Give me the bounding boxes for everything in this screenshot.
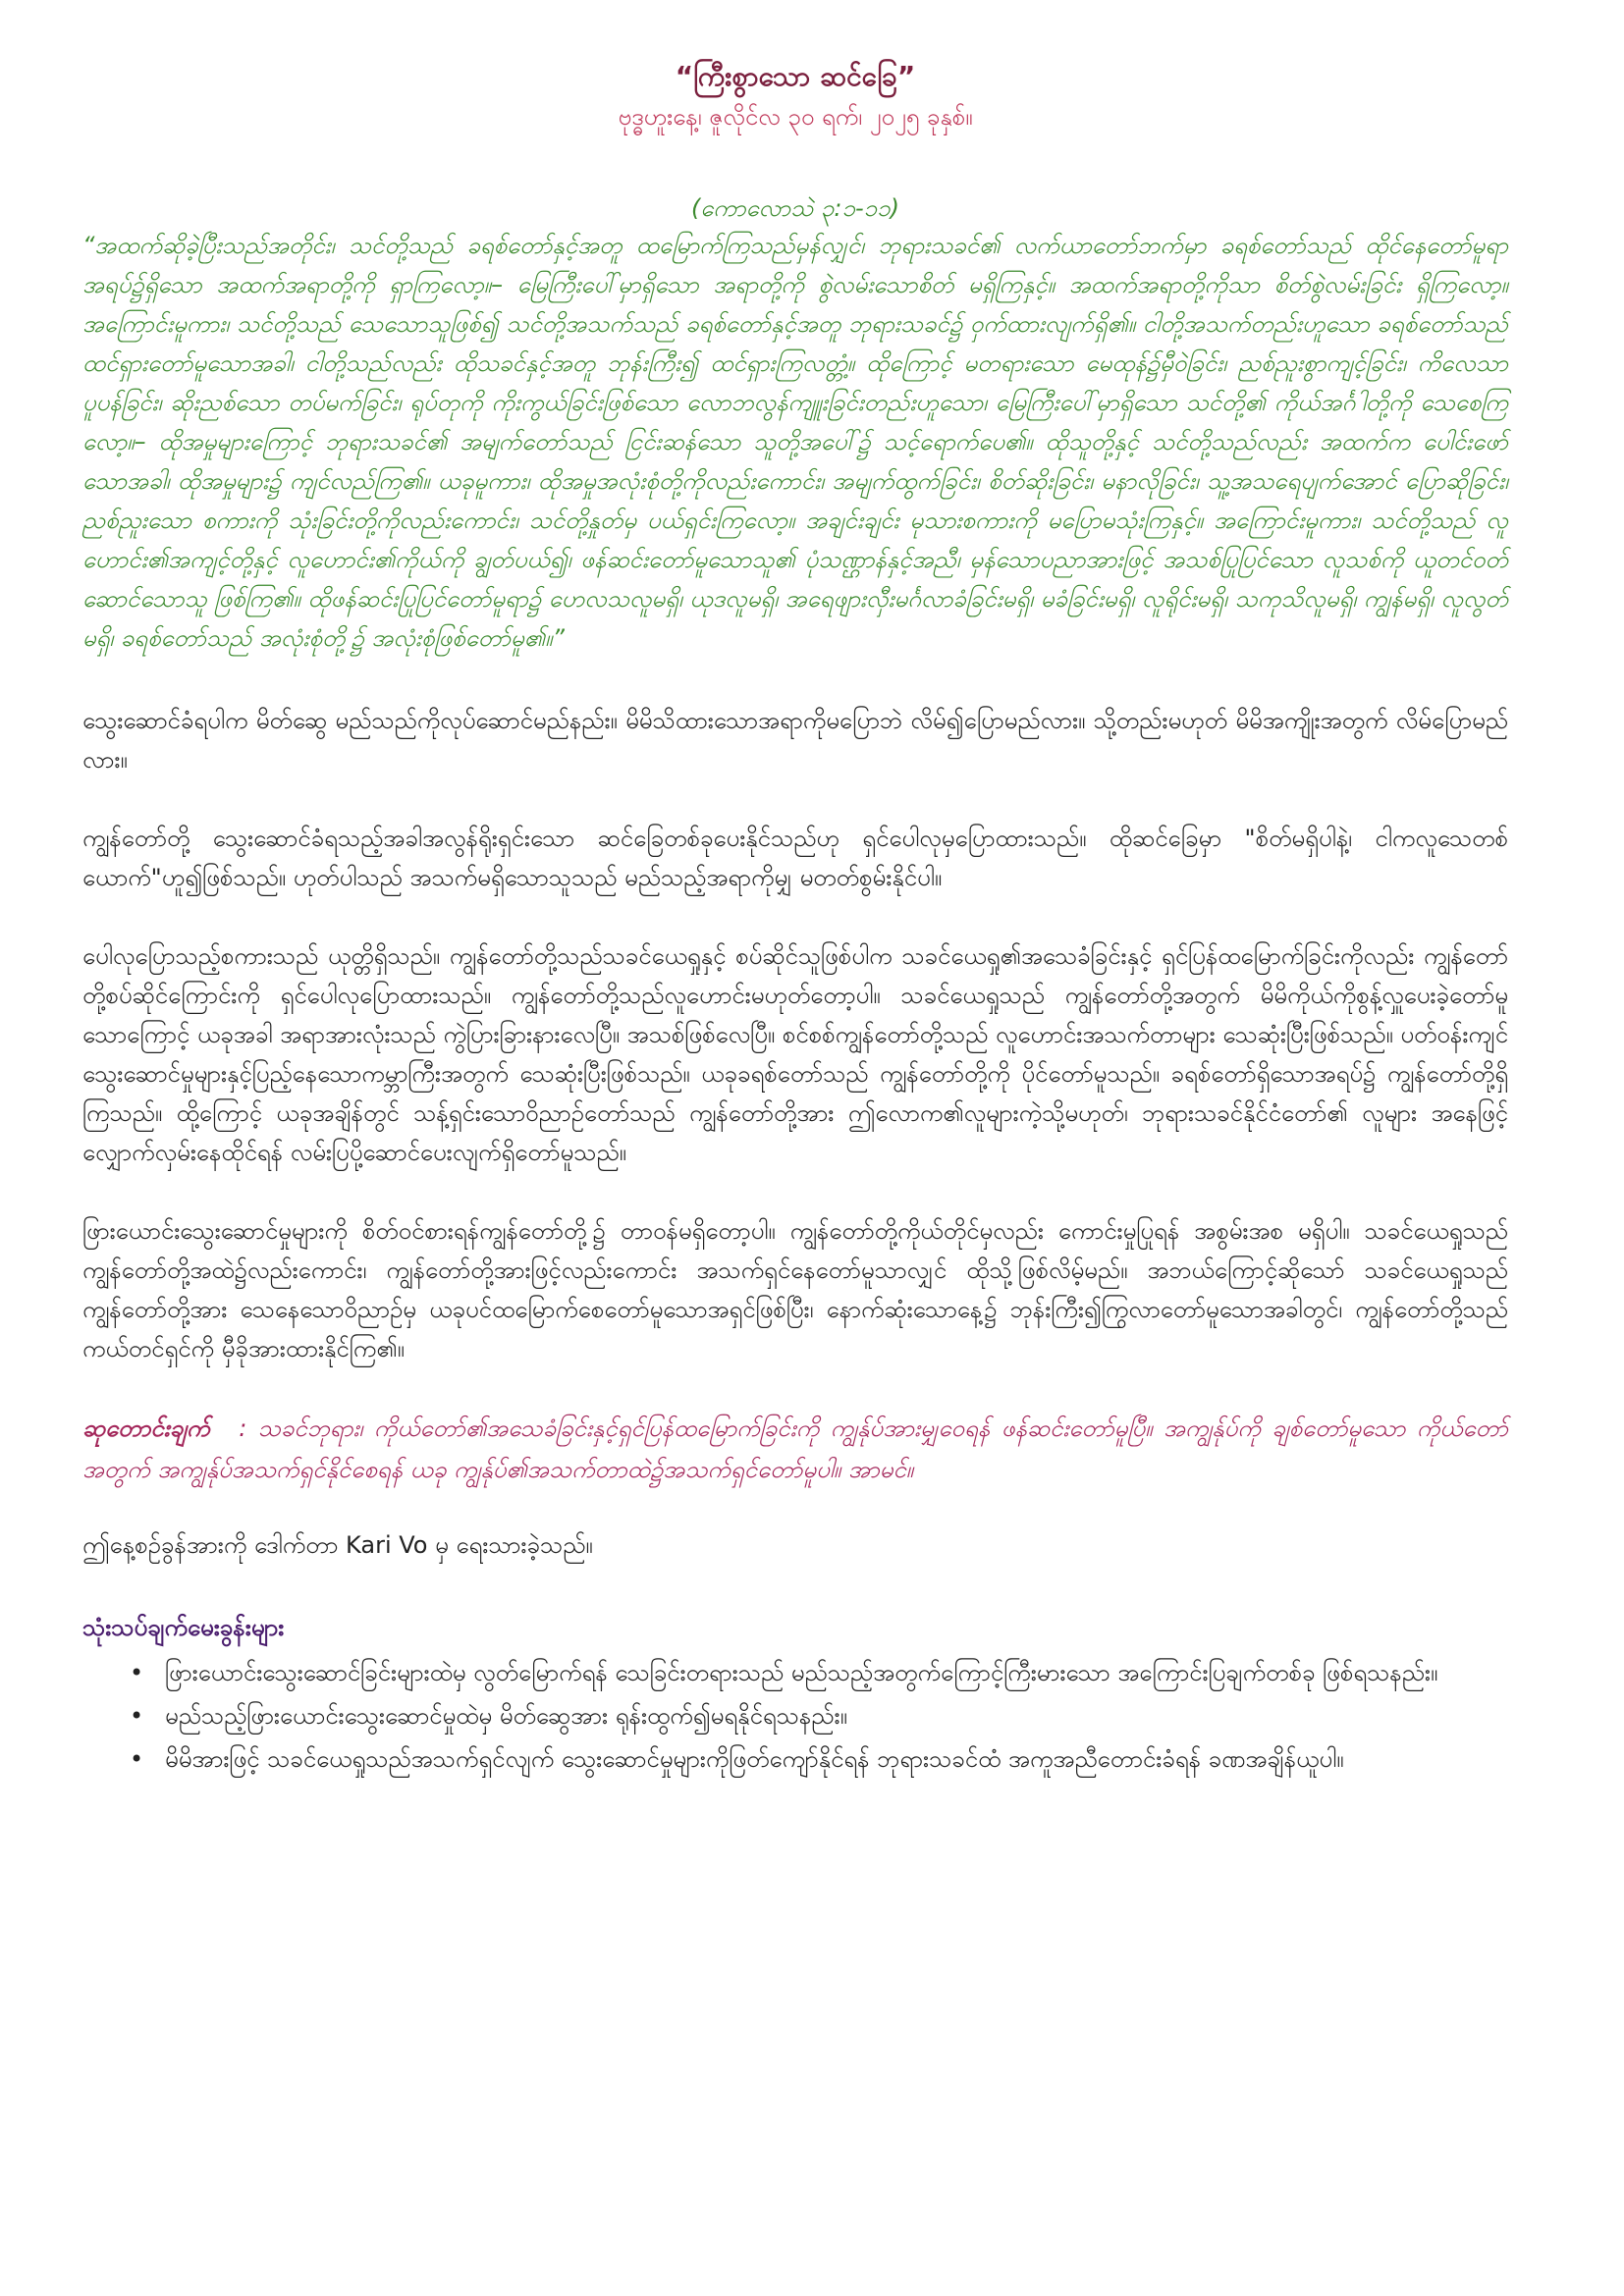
questions-list	[82, 1653, 1508, 1779]
question-item	[130, 1653, 1508, 1692]
question-text: ဖြားယောင်းသွေးဆောင်ခြင်းများထဲမှ လွတ်မြောက်ရန် သေခြင်းတရားသည် မည်သည့်အတွက်ကြောင့်ကြီးမားသော အကြောင်းပြချက်တစ်ခု ဖြစ်ရသနည်း။	[165, 1659, 1438, 1686]
bullet-icon: •	[130, 1745, 144, 1773]
prayer-label: ဆုတောင်းချက်	[82, 1415, 210, 1442]
body-paragraph-2: ကျွန်တော်တို့ သွေးဆောင်ခံရသည့်အခါအလွန်ရိုးရှင်းသော ဆင်ခြေတစ်ခုပေးနိုင်သည်ဟု ရှင်ပေါလုမှပြောထားသည်။ ထိုဆင်ခြေမှာ "စိတ်မရှိပါနဲ့၊ ငါကလူသေတစ်ယောက်"ဟူ၍ဖြစ်သည်။ ဟုတ်ပါသည် အသက်မရှိသောသူသည် မည်သည့်အရာကိုမျှ မတတ်စွမ်းနိုင်ပါ။	[82, 825, 1508, 891]
body-paragraph-1: သွေးဆောင်ခံရပါက မိတ်ဆွေ မည်သည်ကိုလုပ်ဆောင်မည်နည်း။ မိမိသိထားသောအရာကိုမပြောဘဲ လိမ်၍ပြောမည်လား။ သို့တည်းမဟုတ် မိမိအကျိုးအတွက် လိမ်ပြောမည်လား။	[82, 707, 1508, 774]
bullet-icon: •	[130, 1702, 144, 1730]
question-text: မိမိအားဖြင့် သခင်ယေရှုသည်အသက်ရှင်လျက် သွေးဆောင်မှုများကိုဖြတ်ကျော်နိုင်ရန် ဘုရားသခင်ထံ အကူအညီတောင်းခံရန် ခဏအချိန်ယူပါ။	[165, 1745, 1344, 1773]
questions-heading: သုံးသပ်ချက်မေးခွန်းများ	[82, 1614, 285, 1641]
title-block	[82, 55, 1508, 135]
page-title: “ကြီးစွာသော ဆင်ခြေ”	[675, 60, 916, 92]
author-note: ဤနေ့စဉ်ခွန်အားကို ဒေါက်တာ Kari Vo မှ ရေးသားခဲ့သည်။	[82, 1531, 593, 1559]
prayer-text: : သခင်ဘုရား၊ ကိုယ်တော်၏အသေခံခြင်းနှင့်ရှင်ပြန်ထမြောက်ခြင်းကို ကျွန်ုပ်အားမျှဝေရန် ဖန်ဆင်းတော်မူပြီ။ အကျွန်ုပ်ကို ချစ်တော်မူသော ကိုယ်တော်အတွက် အကျွန်ုပ်အသက်ရှင်နိုင်စေရန် ယခု ကျွန်ုပ်၏အသက်တာထဲ၌အသက်ရှင်တော်မူပါ။ အာမင်။	[82, 1415, 1508, 1483]
bullet-icon: •	[130, 1659, 144, 1686]
question-text: မည်သည့်ဖြားယောင်းသွေးဆောင်မှုထဲမှ မိတ်ဆွေအား ရုန်းထွက်၍မရနိုင်ရသနည်း။	[165, 1702, 847, 1730]
body-paragraph-3: ပေါလုပြောသည့်စကားသည် ယုတ္တိရှိသည်။ ကျွန်တော်တို့သည်သခင်ယေရှုနှင့် စပ်ဆိုင်သူဖြစ်ပါက သခင်ယေရှု၏အသေခံခြင်းနှင့် ရှင်ပြန်ထမြောက်ခြင်းကိုလည်း ကျွန်တော်တို့စပ်ဆိုင်ကြောင်းကို ရှင်ပေါလုပြောထားသည်။ ကျွန်တော်တို့သည်လူဟောင်းမဟုတ်တော့ပါ။ သခင်ယေရှုသည် ကျွန်တော်တို့အတွက် မိမိကိုယ်ကိုစွန့်လှူပေးခဲ့တော်မူသောကြောင့် ယခုအခါ အရာအားလုံးသည် ကွဲပြားခြားနားလေပြီ။ အသစ်ဖြစ်လေပြီ။ စင်စစ်ကျွန်တော်တို့သည် လူဟောင်းအသက်တာများ သေဆုံးပြီးဖြစ်သည်။ ပတ်ဝန်းကျင်သွေးဆောင်မှုများနှင့်ပြည့်နေသောကမ္ဘာကြီးအတွက် သေဆုံးပြီးဖြစ်သည်။ ယခုခရစ်တော်သည် ကျွန်တော်တို့ကို ပိုင်တော်မူသည်။ ခရစ်တော်ရှိသောအရပ်၌ ကျွန်တော်တို့ရှိကြသည်။ ထို့ကြောင့် ယခုအချိန်တွင် သန့်ရှင်းသောဝိညာဉ်တော်သည် ကျွန်တော်တို့အား ဤလောက၏လူများကဲ့သို့မဟုတ်၊ ဘုရားသခင်နိုင်ငံတော်၏ လူများ အနေဖြင့်လျှောက်လှမ်းနေထိုင်ရန် လမ်းပြပို့ဆောင်ပေးလျက်ရှိတော်မူသည်။	[82, 942, 1508, 1166]
scripture-reference: (ကောလောသဲ ၃:၁-၁၁)	[690, 194, 900, 222]
date-line: ဗုဒ္ဓဟူးနေ့၊ ဇူလိုင်လ ၃၀ ရက်၊ ၂၀၂၅ ခုနှစ်။	[618, 103, 973, 131]
question-item	[130, 1739, 1508, 1779]
scripture-text: “အထက်ဆိုခဲ့ပြီးသည်အတိုင်း၊ သင်တို့သည် ခရစ်တော်နှင့်အတူ ထမြောက်ကြသည်မှန်လျှင်၊ ဘုရားသခင်၏ လက်ယာတော်ဘက်မှာ ခရစ်တော်သည် ထိုင်နေတော်မူရာအရပ်၌ရှိသော အထက်အရာတို့ကို ရှာကြလော့။– မြေကြီးပေါ်မှာရှိသော အရာတို့ကို စွဲလမ်းသောစိတ် မရှိကြနှင့်။ အထက်အရာတို့ကိုသာ စိတ်စွဲလမ်းခြင်း ရှိကြလော့။ အကြောင်းမူကား၊ သင်တို့သည် သေသောသူဖြစ်၍ သင်တို့အသက်သည် ခရစ်တော်နှင့်အတူ ဘုရားသခင်၌ ဝှက်ထားလျက်ရှိ၏။ ငါတို့အသက်တည်းဟူသော ခရစ်တော်သည် ထင်ရှားတော်မူသောအခါ၊ ငါတို့သည်လည်း ထိုသခင်နှင့်အတူ ဘုန်းကြီး၍ ထင်ရှားကြလတ္တံ့။ ထိုကြောင့် မတရားသော မေထုန်၌မှီဝဲခြင်း၊ ညစ်ညူးစွာကျင့်ခြင်း၊ ကိလေသာပူပန်ခြင်း၊ ဆိုးညစ်သော တပ်မက်ခြင်း၊ ရုပ်တုကို ကိုးကွယ်ခြင်းဖြစ်သော လောဘလွန်ကျူးခြင်းတည်းဟူသော၊ မြေကြီးပေါ်မှာရှိသော သင်တို့၏ ကိုယ်အင်္ဂါတို့ကို သေစေကြလော့။– ထိုအမှုများကြောင့် ဘုရားသခင်၏ အမျက်တော်သည် ငြင်းဆန်သော သူတို့အပေါ်၌ သင့်ရောက်ပေ၏။ ထိုသူတို့နှင့် သင်တို့သည်လည်း အထက်က ပေါင်းဖော်သောအခါ၊ ထိုအမှုများ၌ ကျင်လည်ကြ၏။ ယခုမူကား၊ ထိုအမှုအလုံးစုံတို့ကိုလည်းကောင်း၊ အမျက်ထွက်ခြင်း၊ စိတ်ဆိုးခြင်း၊ မနာလိုခြင်း၊ သူ့အသရေပျက်အောင် ပြောဆိုခြင်း၊ ညစ်ညူးသော စကားကို သုံးခြင်းတို့ကိုလည်းကောင်း၊ သင်တို့နှုတ်မှ ပယ်ရှင်းကြလော့။ အချင်းချင်း မုသားစကားကို မပြောမသုံးကြနှင့်။ အကြောင်းမူကား၊ သင်တို့သည် လူဟောင်း၏အကျင့်တို့နှင့် လူဟောင်း၏ကိုယ်ကို ချွတ်ပယ်၍၊ ဖန်ဆင်းတော်မူသောသူ၏ ပုံသဏ္ဌာန်နှင့်အညီ၊ မှန်သောပညာအားဖြင့် အသစ်ပြုပြင်သော လူသစ်ကို ယူတင်ဝတ်ဆောင်သောသူ ဖြစ်ကြ၏။ ထိုဖန်ဆင်းပြုပြင်တော်မူရာ၌ ဟေလသလူမရှိ၊ ယုဒလူမရှိ၊ အရေဖျားလှီးမင်္ဂလာခံခြင်းမရှိ၊ မခံခြင်းမရှိ၊ လူရိုင်းမရှိ၊ သကုသိလူမရှိ၊ ကျွန်မရှိ၊ လူလွတ်မရှိ၊ ခရစ်တော်သည် အလုံးစုံတို့၌ အလုံးစုံဖြစ်တော်မူ၏။”	[82, 232, 1508, 652]
question-item	[130, 1696, 1508, 1735]
body-paragraph-4: ဖြားယောင်းသွေးဆောင်မှုများကို စိတ်ဝင်စားရန်ကျွန်တော်တို့၌ တာဝန်မရှိတော့ပါ။ ကျွန်တော်တို့ကိုယ်တိုင်မှလည်း ကောင်းမှုပြုရန် အစွမ်းအစ မရှိပါ။ သခင်ယေရှုသည် ကျွန်တော်တို့အထဲ၌လည်းကောင်း၊ ကျွန်တော်တို့အားဖြင့်လည်းကောင်း အသက်ရှင်နေတော်မူသာလျှင် ထိုသို့ဖြစ်လိမ့်မည်။ အဘယ်ကြောင့်ဆိုသော် သခင်ယေရှုသည်ကျွန်တော်တို့အား သေနေသောဝိညာဉ်မှ ယခုပင်ထမြောက်စေတော်မူသောအရှင်ဖြစ်ပြီး၊ နောက်ဆုံးသောနေ့၌ ဘုန်းကြီး၍ကြွလာတော်မူသောအခါတွင်၊ ကျွန်တော်တို့သည် ကယ်တင်ရှင်ကို မှီခိုအားထားနိုင်ကြ၏။	[82, 1217, 1508, 1362]
prayer-block	[82, 1408, 1508, 1490]
